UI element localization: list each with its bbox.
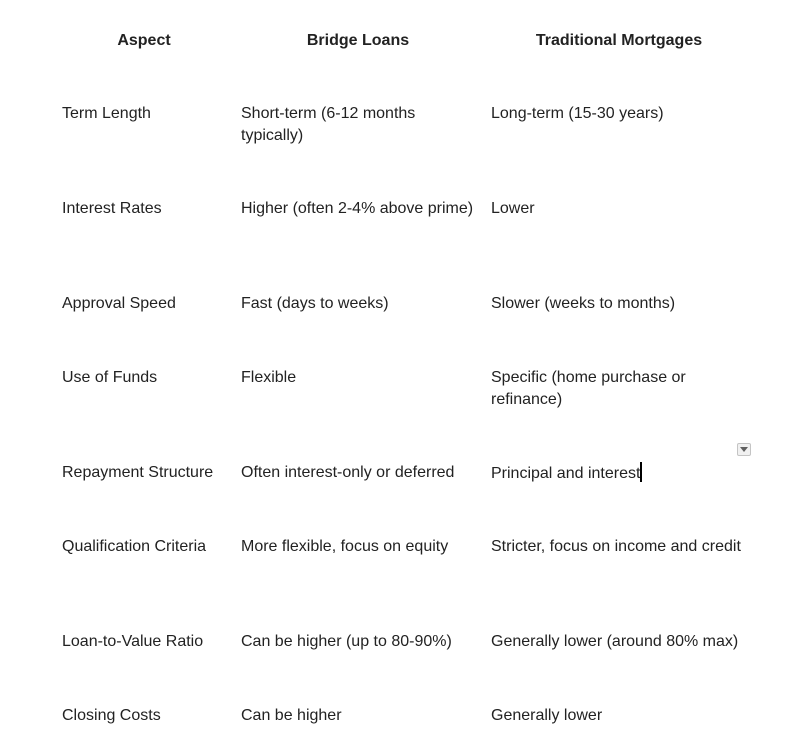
- table-row: [50, 631, 760, 653]
- cell-bridge-loans[interactable]: Short-term (6-12 months typically): [241, 105, 416, 144]
- cell-traditional-mortgages[interactable]: Lower: [491, 200, 535, 217]
- cell-traditional-mortgages[interactable]: Generally lower (around 80% max): [491, 633, 739, 650]
- cell-bridge-loans[interactable]: Can be higher (up to 80-90%): [241, 633, 452, 650]
- table-header-row: [50, 30, 760, 52]
- cell-aspect[interactable]: Approval Speed: [62, 295, 176, 312]
- cell-text: Principal and interest: [491, 465, 641, 482]
- text-cursor: [640, 462, 642, 482]
- cell-aspect[interactable]: Term Length: [62, 105, 151, 122]
- table-row: [50, 536, 760, 558]
- cell-traditional-mortgages[interactable]: Specific (home purchase or refinance): [491, 369, 686, 408]
- cell-aspect[interactable]: Loan-to-Value Ratio: [62, 633, 204, 650]
- table-row: [50, 198, 760, 220]
- table-row: [50, 705, 760, 727]
- cell-aspect[interactable]: Qualification Criteria: [62, 538, 207, 555]
- cell-traditional-mortgages[interactable]: Slower (weeks to months): [491, 295, 676, 312]
- cell-aspect[interactable]: Repayment Structure: [62, 464, 214, 481]
- cell-traditional-mortgages-active[interactable]: [479, 462, 760, 485]
- cell-dropdown-button[interactable]: [737, 443, 751, 456]
- cell-aspect[interactable]: Use of Funds: [62, 369, 158, 386]
- table-row: [50, 367, 760, 411]
- cell-bridge-loans[interactable]: Higher (often 2-4% above prime): [241, 200, 474, 217]
- table-row: [50, 462, 760, 485]
- table-row: [50, 103, 760, 147]
- cell-bridge-loans[interactable]: Can be higher: [241, 707, 342, 724]
- cell-bridge-loans[interactable]: Often interest-only or deferred: [241, 464, 455, 481]
- cell-traditional-mortgages[interactable]: Stricter, focus on income and credit: [491, 538, 741, 555]
- cell-bridge-loans[interactable]: Flexible: [241, 369, 297, 386]
- header-bridge-loans: Bridge Loans: [306, 32, 410, 49]
- table-row: [50, 293, 760, 315]
- cell-traditional-mortgages[interactable]: Generally lower: [491, 707, 603, 724]
- cell-bridge-loans[interactable]: More flexible, focus on equity: [241, 538, 449, 555]
- cell-bridge-loans[interactable]: Fast (days to weeks): [241, 295, 389, 312]
- header-traditional-mortgages: Traditional Mortgages: [535, 32, 703, 49]
- chevron-down-icon: [740, 447, 748, 452]
- header-aspect: Aspect: [117, 32, 171, 49]
- cell-aspect[interactable]: Closing Costs: [62, 707, 161, 724]
- cell-traditional-mortgages[interactable]: Long-term (15-30 years): [491, 105, 664, 122]
- cell-aspect[interactable]: Interest Rates: [62, 200, 162, 217]
